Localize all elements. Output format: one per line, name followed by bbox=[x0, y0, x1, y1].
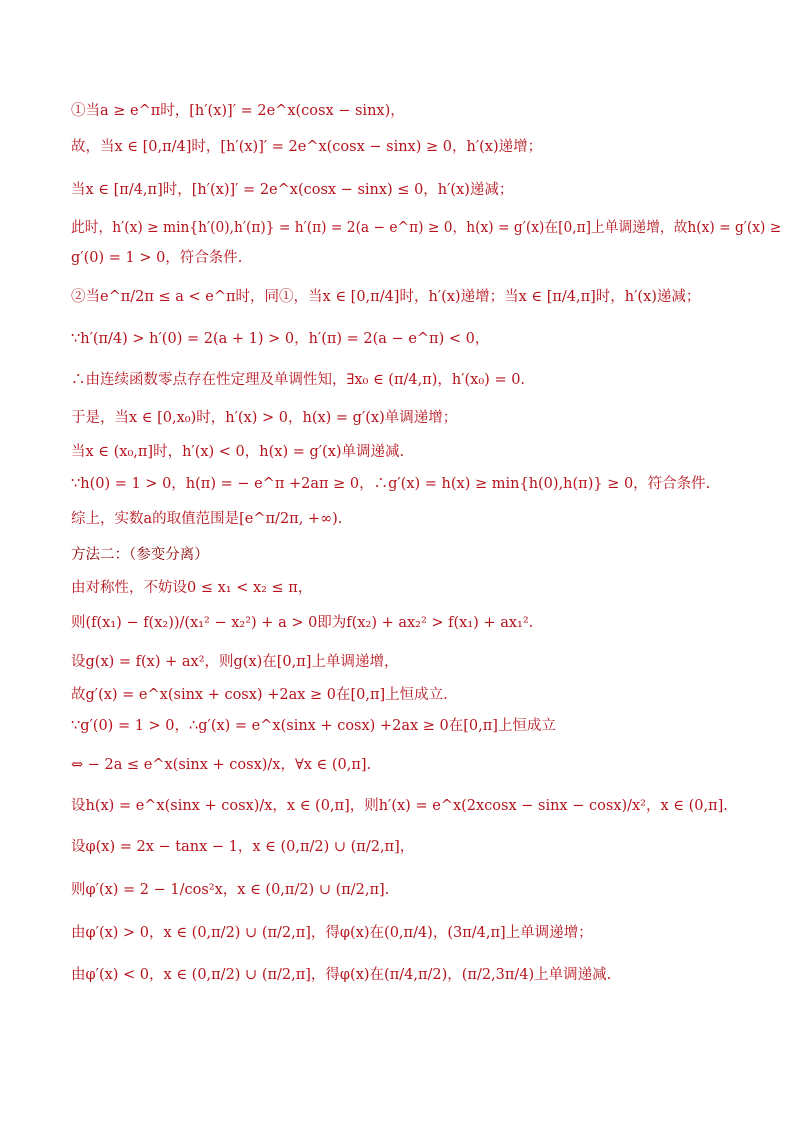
define-g: 设g(x) = f(x) + ax²，则g(x)在[0,π]上单调递增， bbox=[71, 654, 399, 670]
inequality-rewrite: 则(f(x₁) − f(x₂))/(x₁² − x₂²) + a > 0即为f(x₂) + ax₂² > f(x₁) + ax₁². bbox=[71, 615, 534, 631]
case2-conclusion: ∵h(0) = 1 > 0，h(π) = − e^π +2aπ ≥ 0，∴g′(x) = h(x) ≥ min{h(0),h(π)} ≥ 0，符合条件. bbox=[71, 476, 711, 492]
case1-decreasing: 当x ∈ [π/4,π]时，[h′(x)]′ = 2e^x(cosx − sinx) ≤ 0，h′(x)递减； bbox=[71, 182, 514, 198]
case1-conclusion: g′(0) = 1 > 0，符合条件. bbox=[71, 250, 243, 266]
phi-derivative: 则φ′(x) = 2 − 1/cos²x，x ∈ (0,π/2) ∪ (π/2,π]. bbox=[71, 882, 390, 898]
separation-equivalence: ⇔ − 2a ≤ e^x(sinx + cosx)/x，∀x ∈ (0,π]. bbox=[71, 757, 372, 773]
define-phi: 设φ(x) = 2x − tanx − 1，x ∈ (0,π/2) ∪ (π/2,π]， bbox=[71, 839, 415, 855]
case1-condition: ①当a ≥ e^π时，[h′(x)]′ = 2e^x(cosx − sinx)， bbox=[71, 103, 405, 119]
case1-increasing: 故，当x ∈ [0,π/4]时，[h′(x)]′ = 2e^x(cosx − sinx) ≥ 0，h′(x)递增； bbox=[71, 139, 543, 155]
g-prime-at-zero: ∵g′(0) = 1 > 0，∴g′(x) = e^x(sinx + cosx) +2ax ≥ 0在[0,π]上恒成立 bbox=[71, 718, 556, 734]
define-h: 设h(x) = e^x(sinx + cosx)/x，x ∈ (0,π]，则h′(x) = e^x(2xcosx − sinx − cosx)/x²，x ∈ (0,π]. bbox=[71, 798, 728, 814]
case2-decreasing: 当x ∈ (x₀,π]时，h′(x) < 0，h(x) = g′(x)单调递减. bbox=[71, 444, 405, 460]
symmetry-assumption: 由对称性，不妨设0 ≤ x₁ < x₂ ≤ π， bbox=[71, 580, 313, 596]
case2-zero-theorem: ∴由连续函数零点存在性定理及单调性知，∃x₀ ∈ (π/4,π)，h′(x₀) = 0. bbox=[71, 372, 526, 388]
case2-values: ∵h′(π/4) > h′(0) = 2(a + 1) > 0，h′(π) = 2(a − e^π) < 0， bbox=[71, 331, 490, 347]
phi-decreasing: 由φ′(x) < 0，x ∈ (0,π/2) ∪ (π/2,π]，得φ(x)在(π/4,π/2)，(π/2,3π/4)上单调递减. bbox=[71, 967, 612, 983]
method-two-heading: 方法二：（参变分离） bbox=[71, 547, 209, 563]
case2-condition: ②当e^π/2π ≤ a < e^π时，同①，当x ∈ [0,π/4]时，h′(x)递增；当x ∈ [π/4,π]时，h′(x)递减； bbox=[71, 289, 701, 305]
summary-range: 综上，实数a的取值范围是[e^π/2π, +∞). bbox=[71, 511, 343, 527]
case1-minimum: 此时，h′(x) ≥ min{h′(0),h′(π)} = h′(π) = 2(a − e^π) ≥ 0，h(x) = g′(x)在[0,π]上单调递增，故h(x) = g′(x) ≥ bbox=[71, 220, 782, 236]
g-derivative-condition: 故g′(x) = e^x(sinx + cosx) +2ax ≥ 0在[0,π]上恒成立. bbox=[71, 687, 448, 703]
case2-increasing: 于是，当x ∈ [0,x₀)时，h′(x) > 0，h(x) = g′(x)单调递增； bbox=[71, 410, 458, 426]
phi-increasing: 由φ′(x) > 0，x ∈ (0,π/2) ∪ (π/2,π]，得φ(x)在(0,π/4)，(3π/4,π]上单调递增； bbox=[71, 925, 593, 941]
